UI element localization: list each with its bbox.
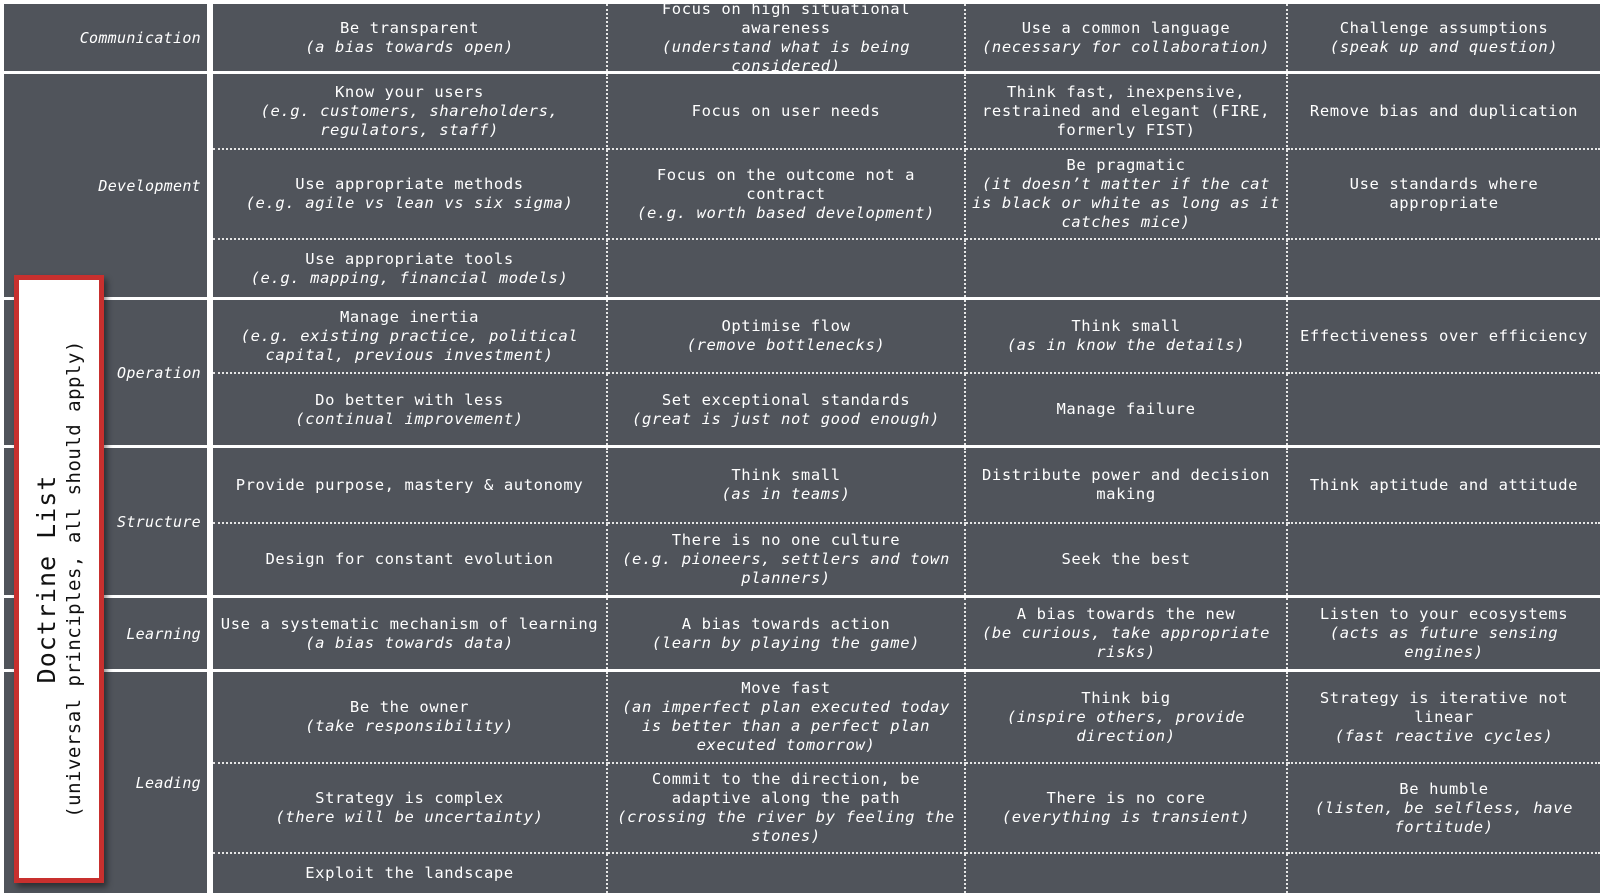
principle-text: Focus on the outcome not a contract	[656, 165, 916, 203]
principle-note: (e.g. existing practice, political capital, previous investment)	[240, 326, 579, 364]
principle-note: (e.g. mapping, financial models)	[250, 268, 569, 287]
principle-text: There is no core	[1046, 789, 1206, 807]
doctrine-cell	[608, 0, 966, 75]
doctrine-cell	[608, 854, 966, 893]
principle-text: Use a common language	[1021, 18, 1231, 37]
principle-note: (e.g. agile vs lean vs six sigma)	[245, 194, 574, 212]
category-learning: Learning	[4, 598, 207, 669]
category-operation: Operation	[4, 300, 207, 445]
doctrine-cell	[213, 240, 608, 297]
doctrine-cell	[966, 764, 1288, 854]
doctrine-cell	[966, 598, 1288, 669]
principle-note: (learn by playing the game)	[651, 633, 921, 652]
doctrine-cell	[608, 150, 966, 240]
doctrine-cell	[608, 524, 966, 595]
doctrine-cell	[1288, 672, 1600, 764]
doctrine-cell	[966, 150, 1288, 240]
doctrine-cell	[1288, 524, 1600, 595]
doctrine-subtitle: (universal principles, all should apply)	[63, 340, 85, 818]
principle-text: Seek the best	[1061, 550, 1191, 568]
doctrine-cell	[966, 300, 1288, 374]
doctrine-cell	[608, 374, 966, 445]
principle-text: There is no one culture	[671, 531, 901, 549]
doctrine-cell	[213, 74, 608, 150]
principle-text: A bias towards action	[681, 614, 891, 633]
principle-text: Focus on user needs	[691, 101, 881, 120]
doctrine-cell	[966, 524, 1288, 595]
doctrine-cell	[608, 300, 966, 374]
principle-text: Design for constant evolution	[265, 550, 554, 568]
principle-text: Use a systematic mechanism of learning	[220, 614, 599, 633]
doctrine-cell	[1288, 4, 1600, 71]
doctrine-cell	[966, 374, 1288, 445]
principle-text: Use standards where appropriate	[1349, 175, 1539, 212]
principle-note: (speak up and question)	[1329, 37, 1559, 56]
doctrine-cell	[1288, 598, 1600, 669]
principle-note: (listen, be selfless, have fortitude)	[1314, 798, 1574, 836]
principle-text: Do better with less	[315, 390, 504, 409]
doctrine-cell	[213, 448, 608, 524]
doctrine-cell	[608, 764, 966, 854]
principle-note: (remove bottlenecks)	[686, 336, 886, 354]
category-communication: Communication	[4, 4, 207, 71]
doctrine-cell	[966, 672, 1288, 764]
principle-text: Listen to your ecosystems	[1319, 605, 1569, 623]
principle-note: (understand what is being considered)	[661, 37, 911, 75]
doctrine-cell	[966, 4, 1288, 71]
principle-text: Focus on high situational awareness	[661, 0, 911, 37]
principle-text: Optimise flow	[721, 317, 851, 335]
principle-text: Move fast	[741, 679, 831, 697]
doctrine-cell	[966, 74, 1288, 150]
doctrine-cell	[213, 374, 608, 445]
principle-text: Think big	[1081, 688, 1171, 707]
doctrine-cell	[1288, 300, 1600, 374]
principle-note: (e.g. customers, shareholders, regulators, staff)	[260, 101, 559, 139]
principle-text: Use appropriate methods	[295, 175, 524, 193]
principle-text: Be pragmatic	[1066, 156, 1186, 174]
doctrine-cell	[608, 448, 966, 524]
principle-text: Strategy is complex	[315, 789, 504, 807]
doctrine-cell	[213, 150, 608, 240]
principle-note: (a bias towards open)	[305, 37, 514, 56]
doctrine-cell	[1288, 448, 1600, 524]
doctrine-cell	[966, 854, 1288, 893]
doctrine-label	[14, 275, 104, 883]
principle-text: Be transparent	[339, 18, 480, 37]
principle-text: Challenge assumptions	[1339, 18, 1549, 37]
principle-text: Provide purpose, mastery & autonomy	[235, 475, 584, 494]
principle-text: Strategy is iterative not linear	[1319, 688, 1569, 726]
principle-note: (be curious, take appropriate risks)	[981, 624, 1271, 661]
principle-text: Distribute power and decision making	[981, 466, 1271, 503]
principle-text: Manage inertia	[339, 307, 480, 326]
principle-text: Manage failure	[1056, 400, 1196, 418]
principle-text: Exploit the landscape	[305, 864, 514, 882]
principle-text: Use appropriate tools	[305, 249, 514, 268]
principle-note: (necessary for collaboration)	[981, 37, 1271, 56]
doctrine-cell	[966, 448, 1288, 524]
doctrine-cell	[213, 300, 608, 374]
principle-note: (fast reactive cycles)	[1334, 726, 1554, 745]
doctrine-cell	[1288, 240, 1600, 297]
doctrine-cell	[1288, 854, 1600, 893]
doctrine-cell	[1288, 764, 1600, 854]
principle-note: (everything is transient)	[1001, 808, 1251, 826]
principle-text: Think small	[1071, 317, 1181, 335]
category-development: Development	[4, 74, 207, 297]
principle-text: Be humble	[1399, 779, 1489, 798]
doctrine-cell	[213, 598, 608, 669]
principle-text: Remove bias and duplication	[1309, 101, 1579, 120]
doctrine-cell	[1288, 374, 1600, 445]
principle-text: Know your users	[335, 82, 484, 101]
principle-text: Commit to the direction, be adaptive along the path	[651, 770, 921, 807]
principle-note: (as in teams)	[721, 485, 851, 503]
doctrine-cell	[608, 74, 966, 150]
doctrine-cell	[213, 524, 608, 595]
doctrine-cell	[608, 598, 966, 669]
principle-text: Effectiveness over efficiency	[1299, 326, 1589, 345]
principle-note: (inspire others, provide direction)	[1006, 707, 1246, 745]
doctrine-cell	[608, 240, 966, 297]
principle-note: (as in know the details)	[1006, 336, 1246, 354]
principle-text: Set exceptional standards	[661, 390, 911, 409]
principle-note: (continual improvement)	[295, 409, 524, 428]
category-structure: Structure	[4, 448, 207, 595]
doctrine-cell	[213, 672, 608, 764]
principle-note: (there will be uncertainty)	[275, 808, 544, 826]
doctrine-title: Doctrine List	[32, 474, 61, 684]
principle-text: Be the owner	[349, 698, 470, 716]
principle-note: (great is just not good enough)	[632, 409, 940, 428]
principle-note: (it doesn’t matter if the cat is black or white as long as it catches mice)	[972, 175, 1280, 231]
doctrine-cell	[1288, 150, 1600, 240]
doctrine-cell	[966, 240, 1288, 297]
principle-note: (an imperfect plan executed today is better than a perfect plan executed tomorrow)	[622, 698, 950, 754]
principle-text: Think small	[731, 466, 841, 484]
principle-note: (crossing the river by feeling the stones)	[617, 808, 955, 845]
category-leading: Leading	[4, 672, 207, 893]
doctrine-cell	[213, 854, 608, 893]
principle-note: (acts as future sensing engines)	[1329, 624, 1559, 661]
principle-text: Think fast, inexpensive, restrained and elegant (FIRE, formerly FIST)	[981, 82, 1271, 139]
doctrine-cell	[213, 4, 608, 71]
principle-text: Think aptitude and attitude	[1309, 475, 1579, 494]
principle-text: A bias towards the new	[1016, 605, 1236, 623]
principle-note: (e.g. pioneers, settlers and town planners)	[622, 550, 950, 587]
principle-note: (take responsibility)	[305, 717, 514, 735]
doctrine-cell	[1288, 74, 1600, 150]
principle-note: (e.g. worth based development)	[637, 203, 935, 222]
doctrine-cell	[213, 764, 608, 854]
doctrine-cell	[608, 672, 966, 764]
principle-note: (a bias towards data)	[305, 633, 514, 652]
